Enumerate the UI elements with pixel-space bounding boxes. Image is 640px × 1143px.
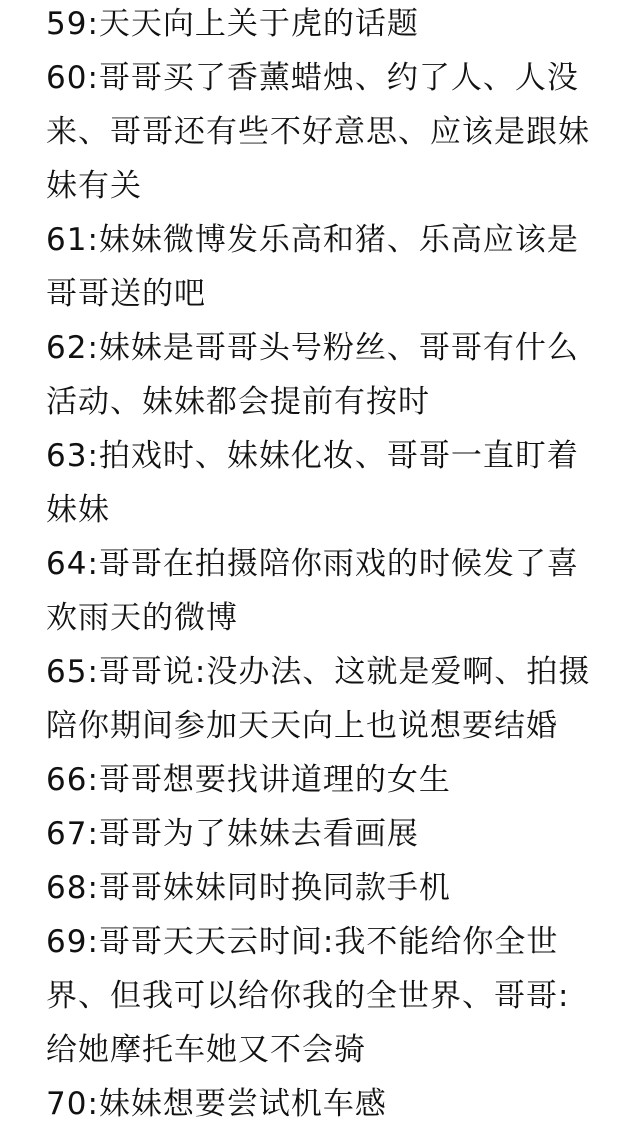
text-line-10: 妹妹 (46, 492, 110, 528)
text-line-11: 64:哥哥在拍摄陪你雨戏的时候发了喜 (46, 546, 579, 582)
text-line-14: 陪你期间参加天天向上也说想要结婚 (46, 708, 558, 744)
text-line-19: 界、但我可以给你我的全世界、哥哥: (46, 978, 570, 1014)
text-line-5: 61:妹妹微博发乐高和猪、乐高应该是 (46, 222, 579, 258)
text-line-21: 70:妹妹想要尝试机车感 (46, 1086, 387, 1122)
text-line-18: 69:哥哥天天云时间:我不能给你全世 (46, 924, 559, 960)
text-line-7: 62:妹妹是哥哥头号粉丝、哥哥有什么 (46, 330, 579, 366)
text-line-15: 66:哥哥想要找讲道理的女生 (46, 762, 451, 798)
text-line-3: 来、哥哥还有些不好意思、应该是跟妹 (46, 114, 590, 150)
text-line-1: 59:天天向上关于虎的话题 (46, 6, 419, 42)
text-line-13: 65:哥哥说:没办法、这就是爱啊、拍摄 (46, 654, 591, 690)
text-line-2: 60:哥哥买了香薰蜡烛、约了人、人没 (46, 60, 579, 96)
text-line-6: 哥哥送的吧 (46, 276, 206, 312)
text-line-9: 63:拍戏时、妹妹化妆、哥哥一直盯着 (46, 438, 579, 474)
text-line-17: 68:哥哥妹妹同时换同款手机 (46, 870, 451, 906)
text-line-8: 活动、妹妹都会提前有按时 (46, 384, 430, 420)
text-line-20: 给她摩托车她又不会骑 (46, 1032, 366, 1068)
text-line-12: 欢雨天的微博 (46, 600, 238, 636)
text-line-4: 妹有关 (46, 168, 142, 204)
text-line-16: 67:哥哥为了妹妹去看画展 (46, 816, 419, 852)
